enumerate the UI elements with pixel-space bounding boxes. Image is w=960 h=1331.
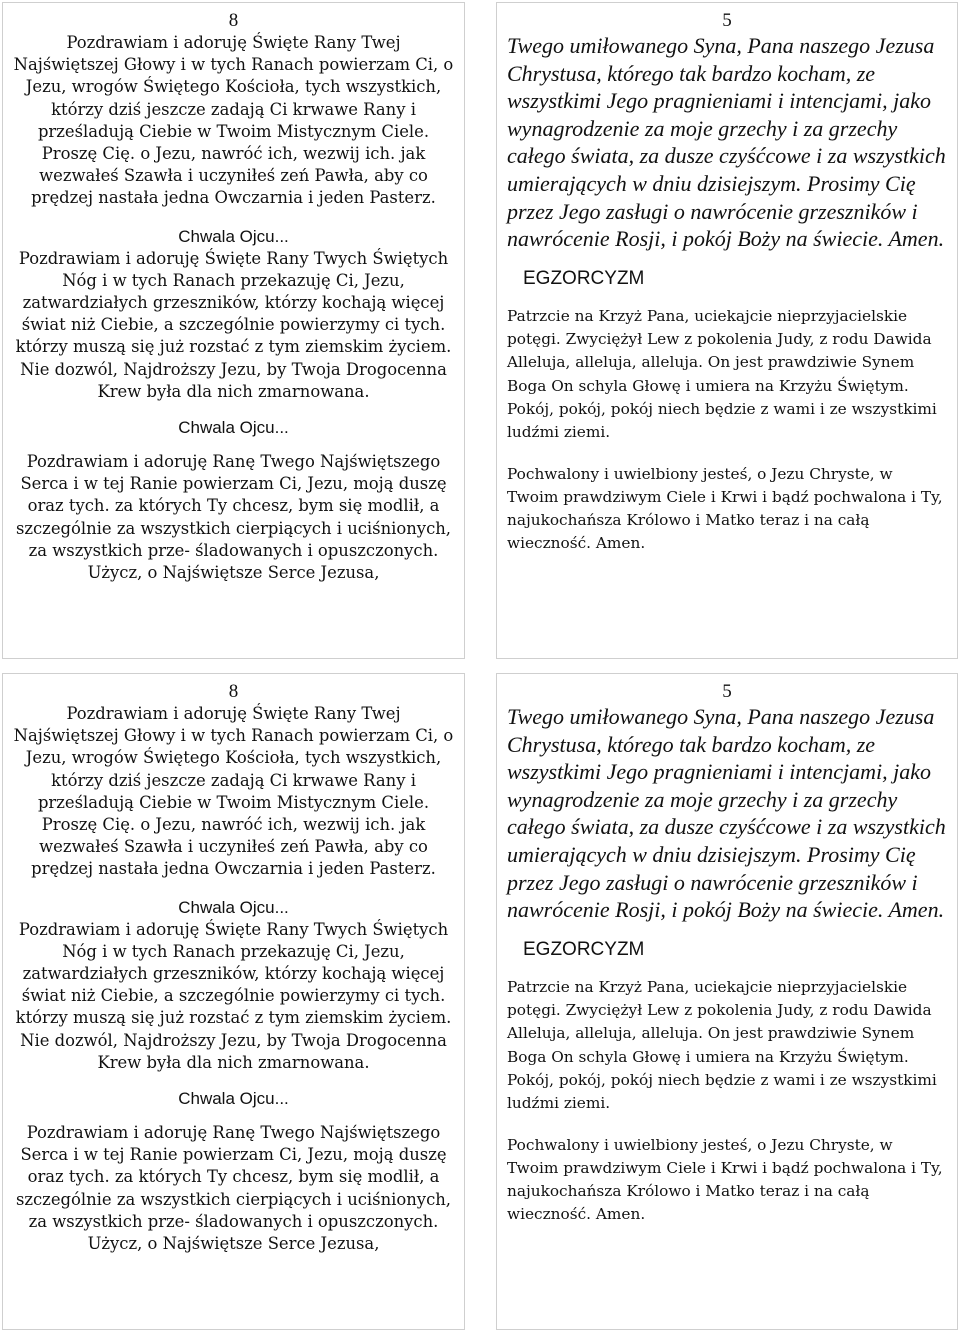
right-page-panel-bottom — [496, 673, 958, 1330]
page-number: 8 — [228, 10, 239, 31]
chwala-ojcu-label: Chwala Ojcu... — [178, 226, 289, 246]
left-page-panel-top — [2, 2, 465, 659]
prayer-heart-paragraph: Pozdrawiam i adoruję Ranę Twego Najświętszego Serca i w tej Ranie powierzam Ci, Jezu, moją duszę oraz tych. za których Ty chcesz, bym się modlił, a szczególnie za wszystkich cierpiących i uciśnionych, za wszystkich prze- śladowanych i opuszczonych. Użycz, o Najświętsze Serce Jezusa, — [15, 1123, 452, 1254]
prayer-heart-paragraph: Pozdrawiam i adoruję Ranę Twego Najświętszego Serca i w tej Ranie powierzam Ci, Jezu, moją duszę oraz tych. za których Ty chcesz, bym się modlił, a szczególnie za wszystkich cierpiących i uciśnionych, za wszystkich prze- śladowanych i opuszczonych. Użycz, o Najświętsze Serce Jezusa, — [15, 452, 452, 583]
egzorcyzm-heading: EGZORCYZM — [523, 267, 645, 289]
prayer-wounds-head-paragraph: Pozdrawiam i adoruję Święte Rany Twej Najświętszej Głowy i w tych Ranach powierzam Ci, o Jezu, wrogów Świętego Kościoła, tych wszystkich, którzy dziś jeszcze zadają Ci krwawe Rany i prześladują Ciebie w Twoim Mistycznym Ciele. Proszę Cię. o Jezu, nawróć ich, wezwij ich. jak wezwałeś Szawła i uczyniłeś zeń Pawła, aby co prędzej nastała jedna Owczarnia i jeden Pasterz. — [13, 33, 454, 208]
exorcism-paragraph: Patrzcie na Krzyż Pana, uciekajcie nieprzyjacielskie potęgi. Zwyciężył Lew z pokolenia Judy, z rodu Dawida Alleluja, alleluja, alleluja. On jest prawdziwie Synem Boga On schyla Głowę i umiera na Krzyżu Świętym. Pokój, pokój, pokój niech będzie z wami i ze wszystkimi ludźmi ziemi. — [507, 977, 937, 1113]
prayer-wounds-feet-paragraph: Pozdrawiam i adoruję Święte Rany Twych Świętych Nóg i w tych Ranach przekazuję Ci, Jezu, zatwardziałych grzeszników, którzy kochają więcej świat niż Ciebie, a szczególnie powierzymy ci tych. którzy muszą się już rozstać z tym ziemskim życiem. Nie dozwól, Najdroższy Jezu, by Twoja Drogocenna Krew była dla nich zmarnowana. — [15, 248, 452, 401]
page-number: 5 — [722, 10, 732, 31]
offering-italic-paragraph: Twego umiłowanego Syna, Pana naszego Jezusa Chrystusa, którego tak bardzo kocham, ze wszystkimi Jego pragnieniami i intencjami, jako wynagrodzenie za moje grzechy i za grzechy całego świata, za dusze czyśćcowe i za wszystkich umierających w dniu dzisiejszym. Prosimy Cię przez Jego zasługi o nawrócenie grzeszników i nawrócenie Rosji, i pokój Boży na świecie. Amen. — [507, 704, 946, 923]
exorcism-paragraph: Patrzcie na Krzyż Pana, uciekajcie nieprzyjacielskie potęgi. Zwyciężył Lew z pokolenia Judy, z rodu Dawida Alleluja, alleluja, alleluja. On jest prawdziwie Synem Boga On schyla Głowę i umiera na Krzyżu Świętym. Pokój, pokój, pokój niech będzie z wami i ze wszystkimi ludźmi ziemi. — [507, 306, 937, 442]
right-page-panel-top — [496, 2, 958, 659]
praise-paragraph: Pochwalony i uwielbiony jesteś, o Jezu Chryste, w Twoim prawdziwym Ciele i Krwi i bądź pochwalona i Ty, najukochańsza Królowo i Matko teraz i na całą wieczność. Amen. — [507, 1135, 943, 1224]
prayer-wounds-feet-paragraph: Pozdrawiam i adoruję Święte Rany Twych Świętych Nóg i w tych Ranach przekazuję Ci, Jezu, zatwardziałych grzeszników, którzy kochają więcej świat niż Ciebie, a szczególnie powierzymy ci tych. którzy muszą się już rozstać z tym ziemskim życiem. Nie dozwól, Najdroższy Jezu, by Twoja Drogocenna Krew była dla nich zmarnowana. — [15, 919, 452, 1072]
page-number: 8 — [228, 681, 239, 702]
chwala-ojcu-label: Chwala Ojcu... — [178, 418, 289, 438]
page-number: 5 — [722, 681, 732, 702]
offering-italic-paragraph: Twego umiłowanego Syna, Pana naszego Jezusa Chrystusa, którego tak bardzo kocham, ze wszystkimi Jego pragnieniami i intencjami, jako wynagrodzenie za moje grzechy i za grzechy całego świata, za dusze czyśćcowe i za wszystkich umierających w dniu dzisiejszym. Prosimy Cię przez Jego zasługi o nawrócenie grzeszników i nawrócenie Rosji, i pokój Boży na świecie. Amen. — [507, 33, 946, 252]
chwala-ojcu-label: Chwala Ojcu... — [178, 1089, 289, 1109]
prayer-wounds-head-paragraph: Pozdrawiam i adoruję Święte Rany Twej Najświętszej Głowy i w tych Ranach powierzam Ci, o Jezu, wrogów Świętego Kościoła, tych wszystkich, którzy dziś jeszcze zadają Ci krwawe Rany i prześladują Ciebie w Twoim Mistycznym Ciele. Proszę Cię. o Jezu, nawróć ich, wezwij ich. jak wezwałeś Szawła i uczyniłeś zeń Pawła, aby co prędzej nastała jedna Owczarnia i jeden Pasterz. — [13, 704, 454, 879]
left-page-panel-bottom — [2, 673, 465, 1330]
praise-paragraph: Pochwalony i uwielbiony jesteś, o Jezu Chryste, w Twoim prawdziwym Ciele i Krwi i bądź pochwalona i Ty, najukochańsza Królowo i Matko teraz i na całą wieczność. Amen. — [507, 464, 943, 553]
chwala-ojcu-label: Chwala Ojcu... — [178, 897, 289, 917]
egzorcyzm-heading: EGZORCYZM — [523, 938, 645, 960]
